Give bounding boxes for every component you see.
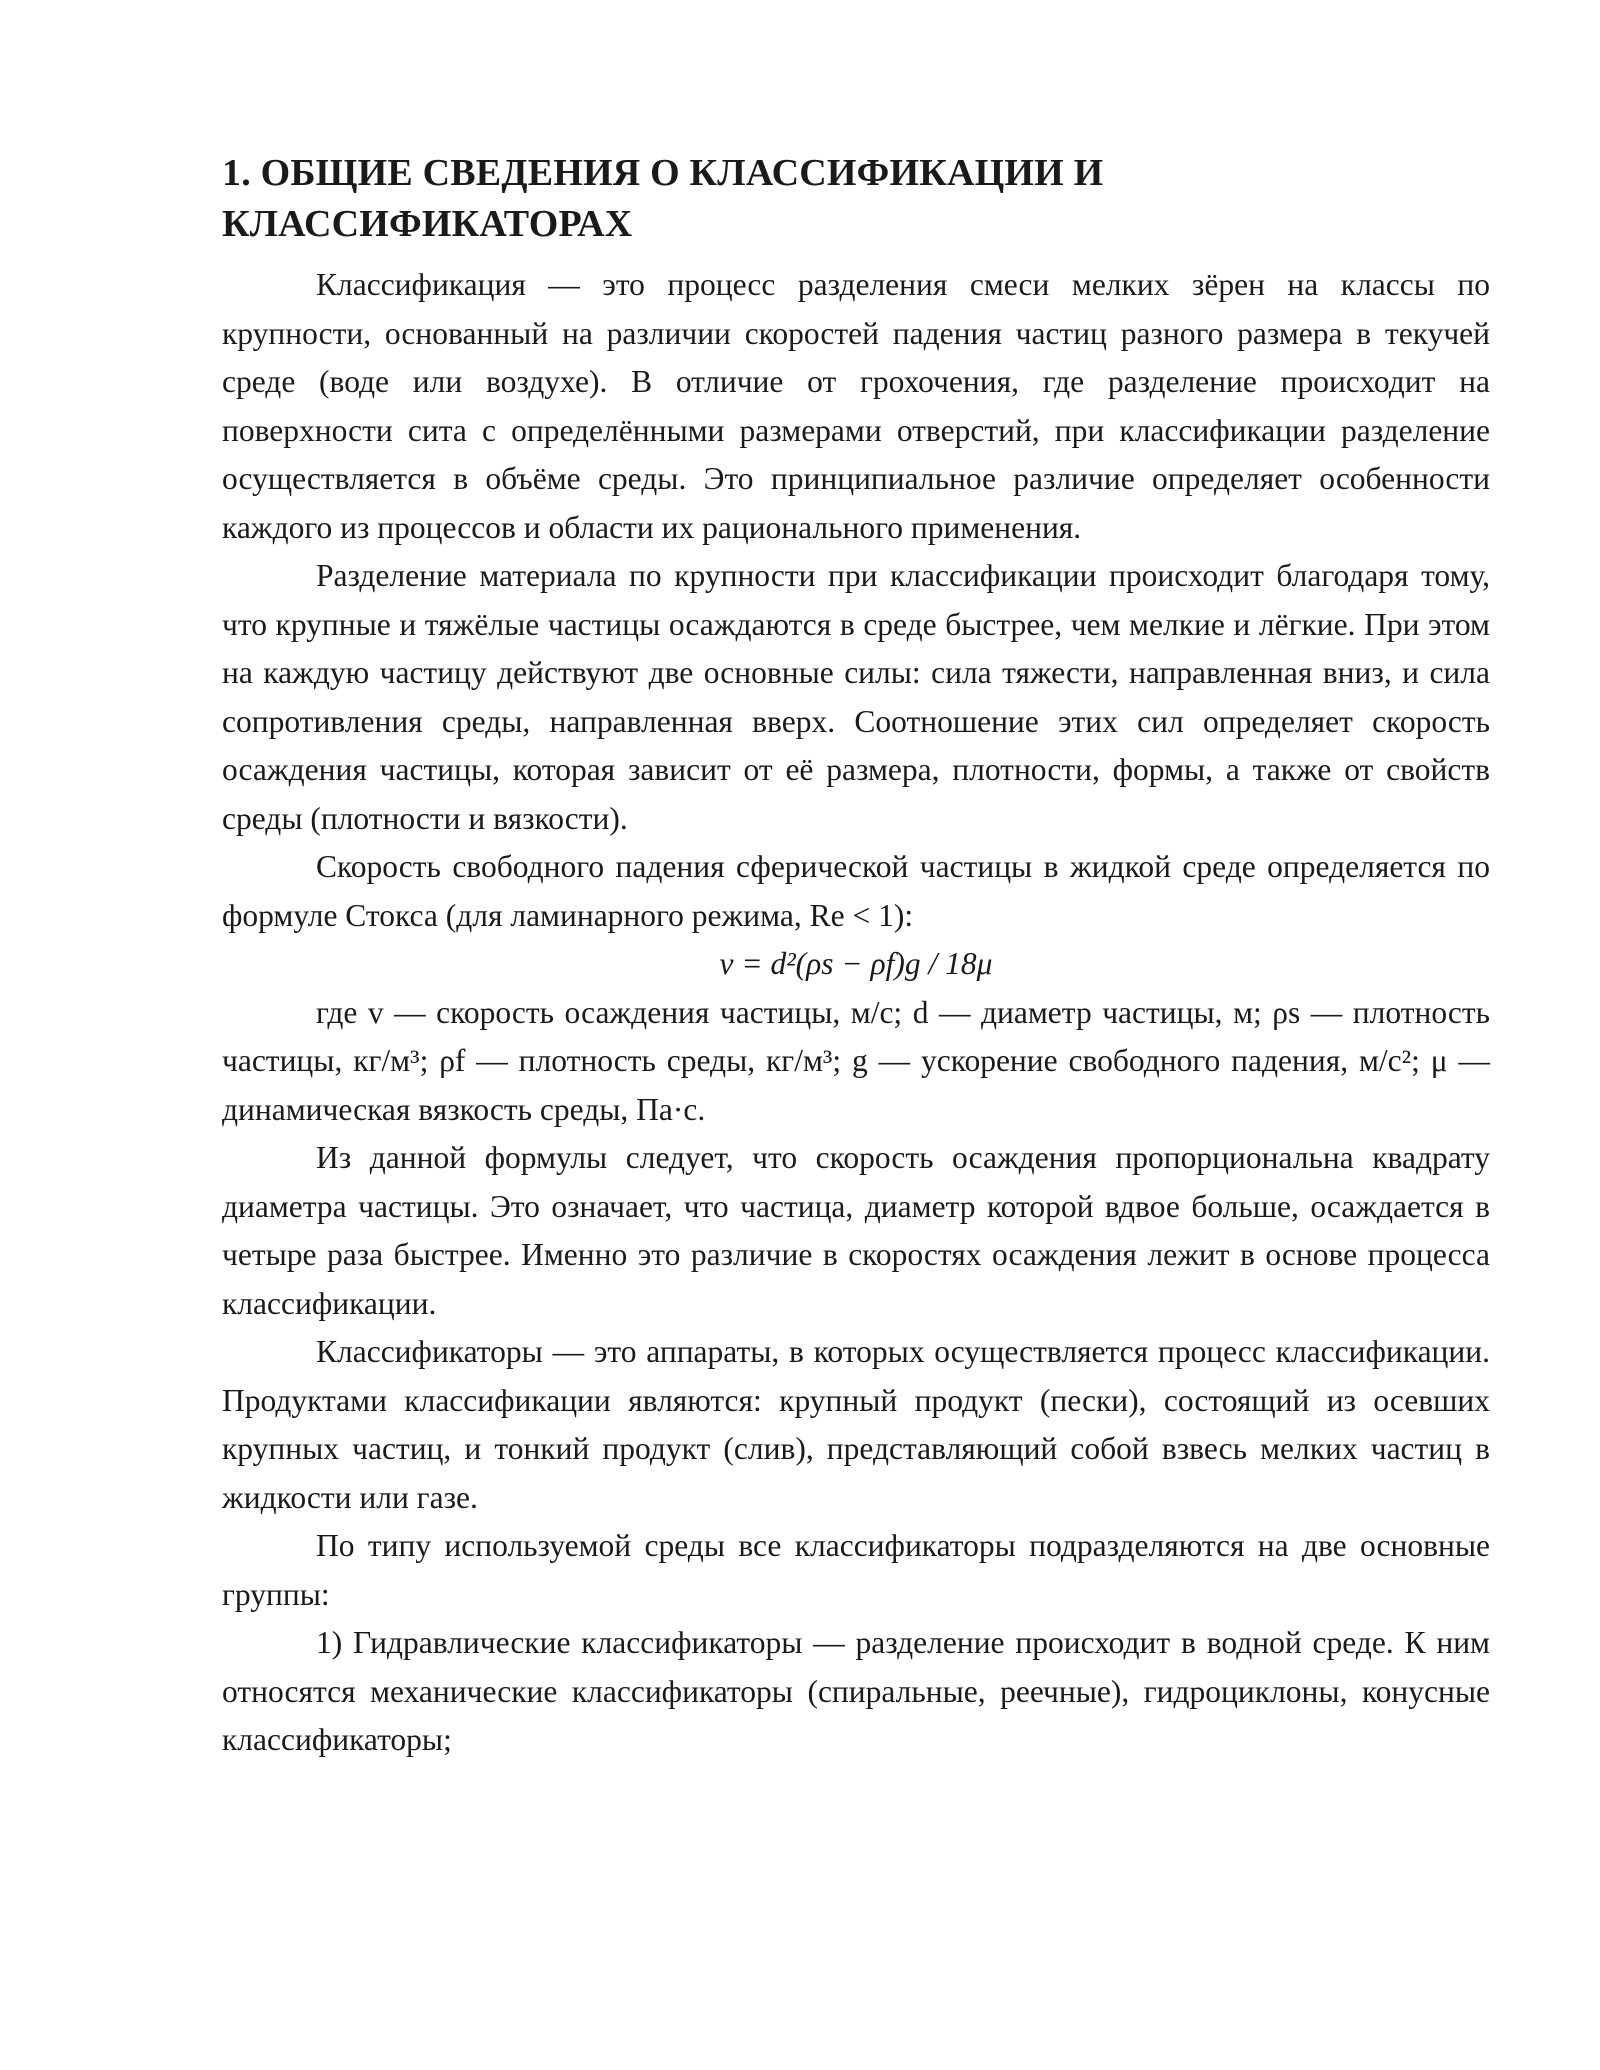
- list-item-hydraulic-classifiers: 1) Гидравлические классификаторы — разделение происходит в водной среде. К ним относятся механические классификаторы (спиральные, реечные), гидроциклоны, конусные классификаторы;: [222, 1625, 1490, 1757]
- stokes-formula: v = d²(ρs − ρf)g / 18μ: [719, 946, 993, 981]
- paragraph-formula-legend: где v — скорость осаждения частицы, м/с; d — диаметр частицы, м; ρs — плотность частицы, кг/м³; ρf — плотность среды, кг/м³; g — ускорение свободного падения, м/с²; μ — динамическая вязкость среды, Па·с.: [222, 994, 1490, 1127]
- section-heading: 1. ОБЩИЕ СВЕДЕНИЯ О КЛАССИФИКАЦИИ И КЛАССИФИКАТОРАХ: [222, 152, 1104, 245]
- paragraph-separation-principle: Разделение материала по крупности при классификации происходит благодаря тому, что крупные и тяжёлые частицы осаждаются в среде быстрее, чем мелкие и лёгкие. При этом на каждую частицу действуют две основные силы: сила тяжести, направленная вниз, и сила сопротивления среды, направленная вверх. Соотношение этих сил определяет скорость осаждения частицы, которая зависит от её размера, плотности, формы, а также от свойств среды (плотности и вязкости).: [222, 558, 1490, 836]
- paragraph-groups-intro: По типу используемой среды все классификаторы подразделяются на две основные группы:: [222, 1528, 1490, 1612]
- document-page: [222, 148, 1490, 1765]
- paragraph-formula-consequence: Из данной формулы следует, что скорость осаждения пропорциональна квадрату диаметра частицы. Это означает, что частица, диаметр которой вдвое больше, осаждается в четыре раза быстрее. Именно это различие в скоростях осаждения лежит в основе процесса классификации.: [222, 1140, 1490, 1321]
- paragraph-definition: Классификация — это процесс разделения смеси мелких зёрен на классы по крупности, основанный на различии скоростей падения частиц разного размера в текучей среде (воде или воздухе). В отличие от грохочения, где разделение происходит на поверхности сита с определёнными размерами отверстий, при классификации разделение осуществляется в объёме среды. Это принципиальное различие определяет особенности каждого из процессов и области их рационального применения.: [222, 267, 1490, 545]
- paragraph-stokes-intro: Скорость свободного падения сферической частицы в жидкой среде определяется по формуле Стокса (для ламинарного режима, Re < 1):: [222, 849, 1490, 933]
- paragraph-classifiers-definition: Классификаторы — это аппараты, в которых осуществляется процесс классификации. Продуктами классификации являются: крупный продукт (пески), состоящий из осевших крупных частиц, и тонкий продукт (слив), представляющий собой взвесь мелких частиц в жидкости или газе.: [222, 1334, 1490, 1515]
